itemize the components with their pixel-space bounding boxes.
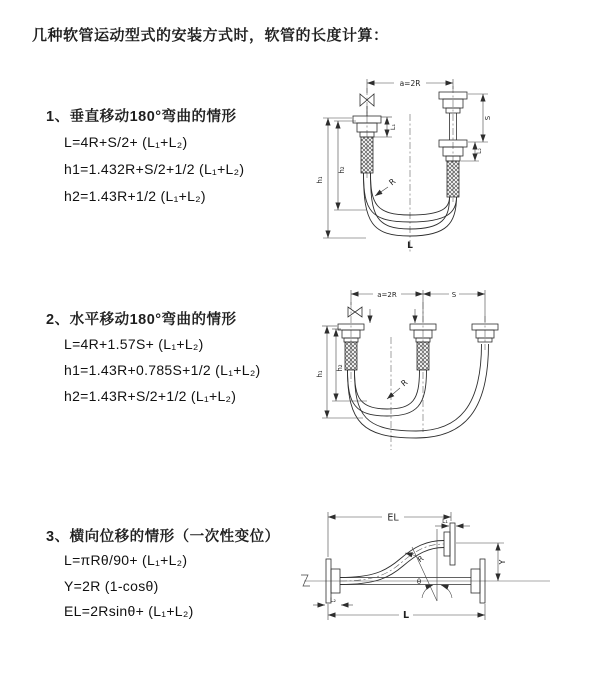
radius-label: R	[415, 553, 426, 565]
dim-h2-label: h₂	[336, 364, 344, 372]
diagram-lateral-displacement	[298, 503, 598, 653]
left-fitting	[353, 116, 381, 173]
section3-formula-EL: EL=2Rsinθ+ (L₁+L₂)	[64, 603, 194, 619]
section3-formula-Y: Y=2R (1-cosθ)	[64, 578, 159, 594]
movement-arrows	[370, 309, 415, 323]
section1-formula-h1: h1=1.432R+S/2+1/2 (L₁+L₂)	[64, 161, 245, 177]
section3-heading: 3、横向位移的情形（一次性变位）	[46, 529, 280, 545]
length-label: L	[402, 610, 410, 621]
dim-h1-label: h₁	[316, 176, 324, 184]
hose-s-curve	[340, 541, 444, 585]
dim-l1-label: L₁	[442, 518, 448, 525]
dim-l1-label: L₁	[389, 123, 397, 131]
dim-el-label: EL	[387, 512, 399, 524]
page-title: 几种软管运动型式的安装方式时，软管的长度计算：	[32, 27, 389, 44]
radius-label: R	[387, 176, 398, 188]
dim-l2-label: L₂	[476, 148, 483, 154]
dimension-h1	[323, 118, 366, 238]
dim-a2r-label: a=2R	[399, 79, 421, 88]
radius-leader	[375, 187, 388, 196]
break-mark	[301, 575, 310, 586]
section1-formula-h2: h2=1.43R+1/2 (L₁+L₂)	[64, 188, 206, 204]
dim-l2-label: L₂	[330, 597, 336, 604]
dim-s-label: S	[484, 115, 492, 121]
angle-construction	[412, 529, 452, 601]
section2-formula-h1: h1=1.43R+0.785S+1/2 (L₁+L₂)	[64, 362, 261, 378]
diagram-vertical-180-bend	[308, 70, 553, 255]
valve-icon	[348, 307, 362, 317]
upper-right-flange	[444, 523, 455, 565]
section2-formula-L: L=4R+1.57S+ (L₁+L₂)	[64, 336, 204, 352]
section3-formula-L: L=πRθ/90+ (L₁+L₂)	[64, 552, 188, 568]
dimension-a2r	[351, 290, 485, 322]
dim-h2-label: h₂	[338, 166, 346, 174]
length-label: L	[407, 241, 413, 251]
diagram-horizontal-180-bend	[313, 282, 598, 462]
section1-formula-L: L=4R+S/2+ (L₁+L₂)	[64, 134, 188, 150]
section2-heading: 2、水平移动180°弯曲的情形	[46, 312, 237, 328]
dim-y-label: Y	[498, 559, 507, 565]
section1-heading: 1、垂直移动180°弯曲的情形	[46, 109, 237, 125]
angle-label: θ	[416, 578, 422, 586]
section2-formula-h2: h2=1.43R+S/2+1/2 (L₁+L₂)	[64, 388, 237, 404]
dim-s-label: S	[451, 291, 457, 299]
dim-h1-label: h₁	[316, 370, 324, 378]
radius-leader	[387, 388, 400, 399]
dim-a2r-label: a=2R	[377, 291, 397, 299]
centerlines	[367, 86, 453, 252]
radius-label: R	[399, 377, 410, 389]
